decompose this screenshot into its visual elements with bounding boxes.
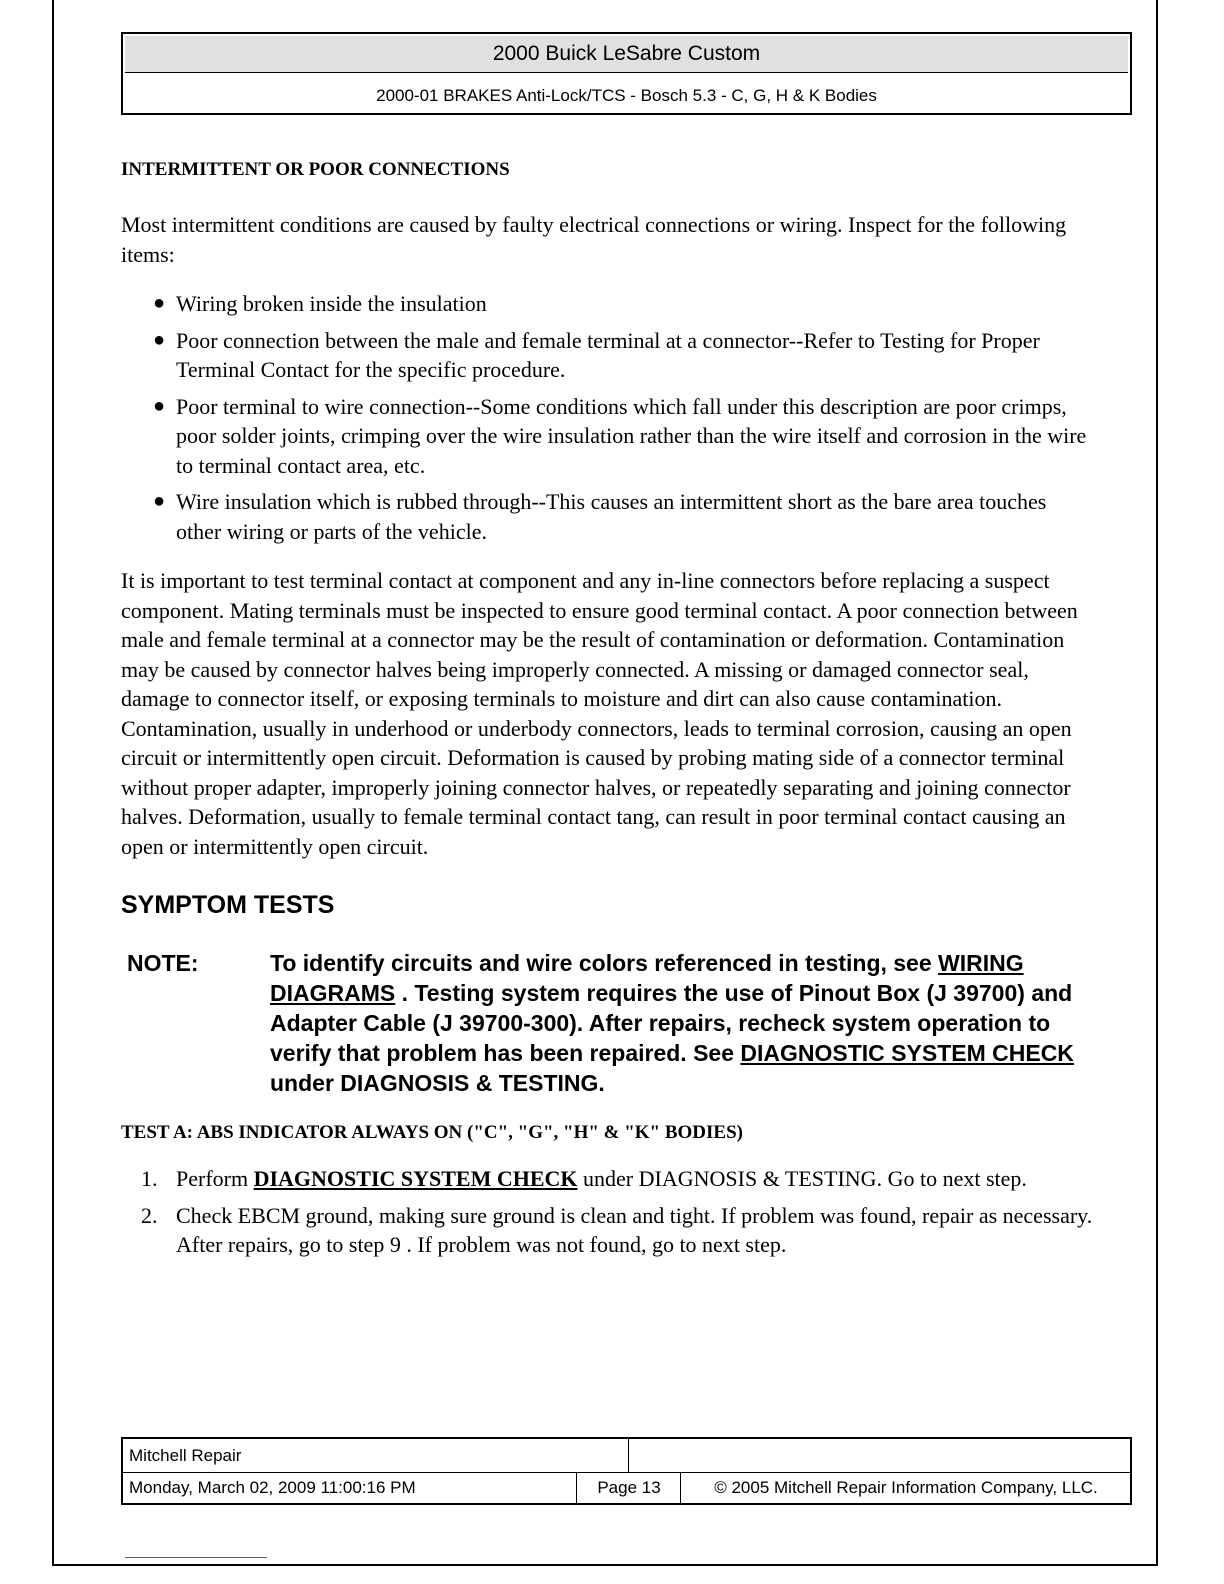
step-number: 2. [141, 1202, 158, 1228]
diagnostic-system-check-link[interactable]: DIAGNOSTIC SYSTEM CHECK [253, 1166, 578, 1191]
bullet-icon: ● [153, 394, 166, 417]
section-heading: INTERMITTENT OR POOR CONNECTIONS [121, 159, 510, 180]
footer-row [123, 1473, 1130, 1503]
main-content [121, 152, 1096, 1267]
bullet-icon: ● [153, 490, 166, 512]
document-header [121, 32, 1132, 115]
list-item: ● Wire insulation which is rubbed through--This causes an intermittent short as the bare area touches other wiring or parts of the vehicle. [153, 489, 1047, 544]
note-label: NOTE: [127, 950, 199, 976]
footer-row [123, 1439, 1130, 1473]
footer-datetime: Monday, March 02, 2009 11:00:16 PM [123, 1473, 577, 1503]
inspection-list [121, 289, 1096, 546]
diagnostic-system-check-link[interactable]: DIAGNOSTIC SYSTEM CHECK [740, 1040, 1074, 1066]
step-item: 2. Check EBCM ground, making sure ground is clean and tight. If problem was found, repair as necessary. After repairs, go to step 9 . If problem was not found, go to next step. [141, 1202, 1093, 1257]
body-paragraph: It is important to test terminal contact at component and any in-line connectors before replacing a suspect component. Mating terminals must be inspected to ensure good terminal contact. A poor connection between male and female terminal at a connector may be the result of contamination or deformation. Contamination may be caused by connector halves being improperly connected. A missing or damaged connector seal, damage to connector itself, or exposing terminals to moisture and dirt can also cause contamination. Contamination, usually in underhood or underbody connectors, leads to terminal corrosion, causing an open circuit or intermittently open circuit. Deformation is caused by probing mating side of a connector terminal without proper adapter, improperly joining connector halves, or repeatedly separating and joining connector halves. Deformation, usually to female terminal contact tang, can result in poor terminal contact causing an open or intermittently open circuit. [121, 568, 1078, 859]
step-number: 1. [141, 1166, 158, 1191]
intro-paragraph: Most intermittent conditions are caused by faulty electrical connections or wiring. Inspect for the following items: [121, 212, 1067, 267]
footer-company: Mitchell Repair [123, 1439, 629, 1472]
footer-copyright: © 2005 Mitchell Repair Information Company, LLC. [714, 1478, 1098, 1497]
note-text: To identify circuits and wire colors referenced in testing, see WIRING DIAGRAMS . Testing system requires the use of Pinout Box (J 39700) and Adapter Cable (J 39700-300). After repairs, recheck system operation to verify that problem has been repaired. See DIAGNOSTIC SYSTEM CHECK under DIAGNOSIS & TESTING. [270, 950, 1074, 1096]
bottom-link-line [125, 1557, 267, 1558]
list-item: ● Poor terminal to wire connection--Some conditions which fall under this description are poor crimps, poor solder joints, crimping over the wire insulation rather than the wire itself and corrosion in the wire to terminal contact area, etc. [153, 393, 1087, 478]
step-item: 1. Perform DIAGNOSTIC SYSTEM CHECK under DIAGNOSIS & TESTING. Go to next step. [176, 1164, 1096, 1194]
test-steps [121, 1164, 1096, 1260]
note-block [127, 948, 1096, 1098]
document-footer [121, 1437, 1132, 1505]
bullet-icon: ● [153, 328, 166, 351]
symptom-tests-heading: SYMPTOM TESTS [121, 891, 335, 919]
test-a-heading: TEST A: ABS INDICATOR ALWAYS ON ("C", "G", "H" & "K" BODIES) [121, 1122, 743, 1143]
bullet-icon: ● [153, 292, 166, 314]
list-item: ● Poor connection between the male and female terminal at a connector--Refer to Testing for Proper Terminal Contact for the specific procedure. [153, 327, 1040, 382]
header-title: 2000 Buick LeSabre Custom [125, 36, 1128, 73]
wiring-diagrams-link[interactable]: WIRING DIAGRAMS [270, 950, 1024, 1006]
footer-page-number: Page 13 [578, 1473, 681, 1503]
header-subtitle: 2000-01 BRAKES Anti-Lock/TCS - Bosch 5.3 - C, G, H & K Bodies [376, 86, 877, 105]
list-item: ● Wiring broken inside the insulation [176, 289, 1096, 319]
